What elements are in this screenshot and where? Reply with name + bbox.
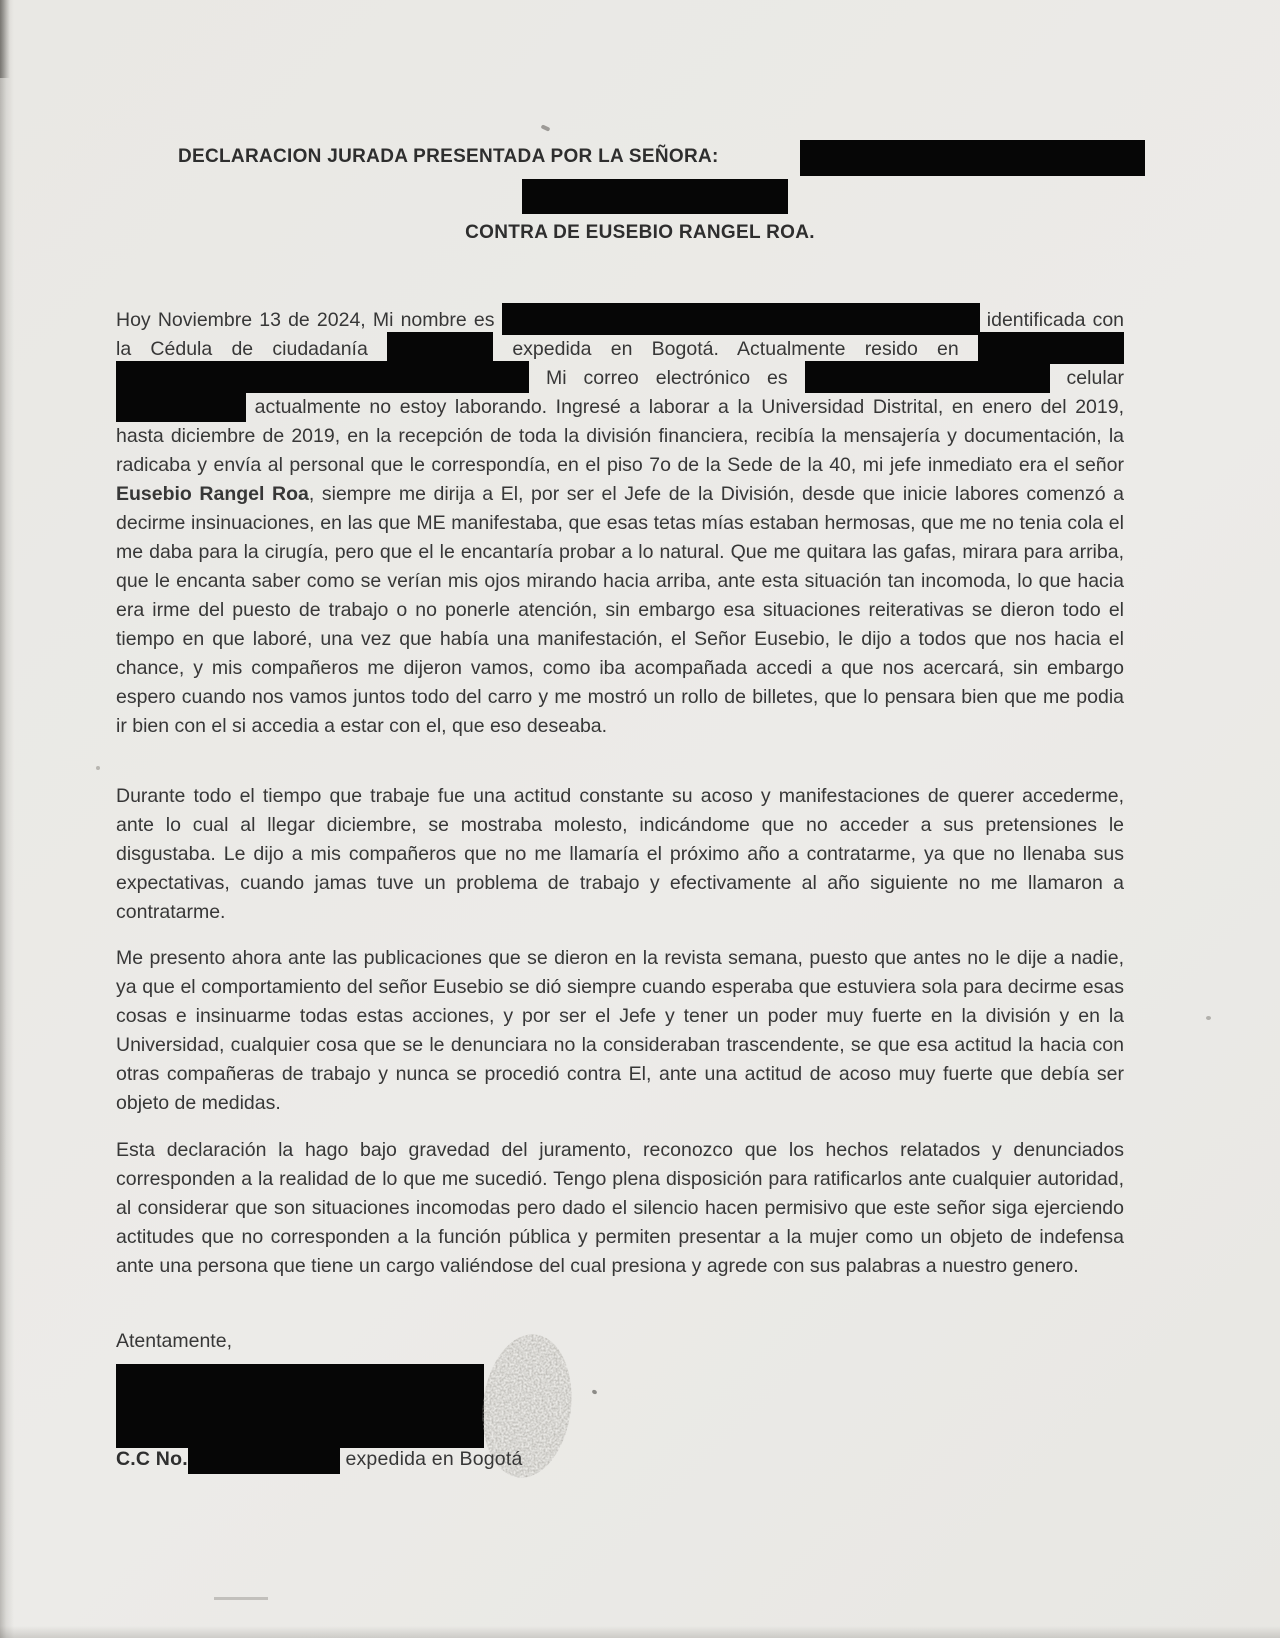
- redaction-bar-declarant-name: [800, 140, 1145, 176]
- redaction-signature: [116, 1364, 484, 1448]
- paragraph-publications: Me presento ahora ante las publicaciones que se dieron en la revista semana, puesto que antes no le dije a nadie, ya que el comportamiento del señor Eusebio se dió siempre cuando esperaba que estuviera sola para decirme esas cosas e insinuarme todas estas acciones, y por ser el Jefe y tener un poder muy fuerte en la división y en la Universidad, cualquier cosa que se le denunciara no la consideraban trascendente, se que esa actitud la hacia con otras compañeras de trabajo y nunca se procedió contra El, ante una actitud de acoso muy fuerte que debía ser objeto de medidas.: [116, 947, 1124, 1114]
- redaction-phone: [116, 395, 246, 417]
- paragraph-oath: Esta declaración la hago bajo gravedad del juramento, reconozco que los hechos relatados y denunciados corresponden a la realidad de lo que me sucedió. Tengo plena disposición para ratificarlos ante cualquier autoridad, al considerar que son situaciones incomodas pero dado el silencio hacen permisivo que este señor siga ejerciendo actitudes que no corresponden a la función pública y permiten presentar a la mujer como un objeto de indefensa ante una persona que tiene un cargo valiéndose del cual presiona y agrede con sus palabras a nuestro genero.: [116, 1139, 1124, 1277]
- cc-label: C.C No.: [116, 1448, 188, 1470]
- scan-shadow-bottom: [0, 1626, 1280, 1638]
- scan-artifact: [541, 124, 551, 131]
- p1-text: expedida en Bogotá. Actualmente resido en: [512, 338, 959, 360]
- redaction-cc-number: [188, 1448, 340, 1470]
- scan-artifact: [96, 766, 100, 770]
- scan-artifact: [1206, 1016, 1211, 1020]
- redaction-address: [978, 337, 1124, 359]
- document-title: [178, 146, 719, 168]
- document-subtitle: [0, 222, 1280, 244]
- redaction-cedula-number: [387, 337, 493, 359]
- document-title-text: DECLARACION JURADA PRESENTADA POR LA SEÑORA:: [178, 146, 719, 167]
- p1-text: Hoy Noviembre 13 de 2024, Mi nombre es: [116, 309, 495, 331]
- p1-text: celular: [1066, 367, 1124, 389]
- redaction-address-2: [116, 366, 529, 388]
- paragraph-introduction: [116, 306, 1124, 741]
- paragraph-work-period: Durante todo el tiempo que trabaje fue una actitud constante su acoso y manifestaciones de querer accederme, ante lo cual al llegar diciembre, se mostraba molesto, indicándome que no acceder a sus pretensiones le disgustaba. Le dijo a mis compañeros que no me llamaría el próximo año a contratarme, ya que no llenaba sus expectativas, cuando jamas tuve un problema de trabajo y efectivamente al año siguiente no me llamaron a contratarme.: [116, 785, 1124, 923]
- scan-smudge-corner: [0, 0, 10, 78]
- p1-text: actualmente no estoy laborando. Ingresé a laborar a la Universidad Distrital, en enero del 2019, hasta diciembre de 2019, en la recepción de toda la división financiera, recibía la mensajería y documentación, la radicaba y envía al personal que le correspondía, en el piso 7o de la Sede de la 40, mi jefe inmediato era el señor: [116, 396, 1125, 476]
- p1-text: , siempre me dirija a El, por ser el Jefe de la División, desde que inicie labores comenzó a decirme insinuaciones, en las que ME manifestaba, que esas tetas mías estaban hermosas, que me no tenia cola el me daba para la cirugía, pero que el le encantaría probar a lo natural. Que me quitara las gafas, mirara para arriba, que le encanta saber como se verían mis ojos mirando hacia arriba, ante esta situación tan incomoda, lo que hacia era irme del puesto de trabajo o no ponerle atención, sin embargo esa situaciones reiterativas se dieron todo el tiempo en que laboré, una vez que había una manifestación, el Señor Eusebio, le dijo a todos que nos hacia el chance, y mis compañeros me dijeron vamos, como iba acompañada accedi a que nos acercará, sin embargo espero cuando nos vamos juntos todo del carro y me mostró un rollo de billetes, que lo pensara bien que me podia ir bien con el si accedia a estar con el, que eso deseaba.: [116, 483, 1124, 737]
- p1-text: identificada con la Cédula de ciudadanía: [116, 309, 1125, 360]
- scan-artifact: [214, 1597, 268, 1600]
- scan-artifact: [591, 1389, 597, 1395]
- closing-salutation: Atentamente,: [116, 1330, 232, 1352]
- document-subtitle-text: CONTRA DE EUSEBIO RANGEL ROA.: [465, 222, 815, 243]
- redaction-bar-declarant-name-2: [522, 179, 788, 214]
- cc-suffix: expedida en Bogotá: [345, 1448, 523, 1470]
- cc-number-line: [116, 1448, 523, 1471]
- p1-text: Mi correo electrónico es: [545, 367, 788, 389]
- scan-shadow-left: [0, 0, 14, 1638]
- redaction-email: [805, 366, 1050, 388]
- redaction-name: [502, 308, 980, 330]
- accused-name: Eusebio Rangel Roa: [116, 483, 309, 505]
